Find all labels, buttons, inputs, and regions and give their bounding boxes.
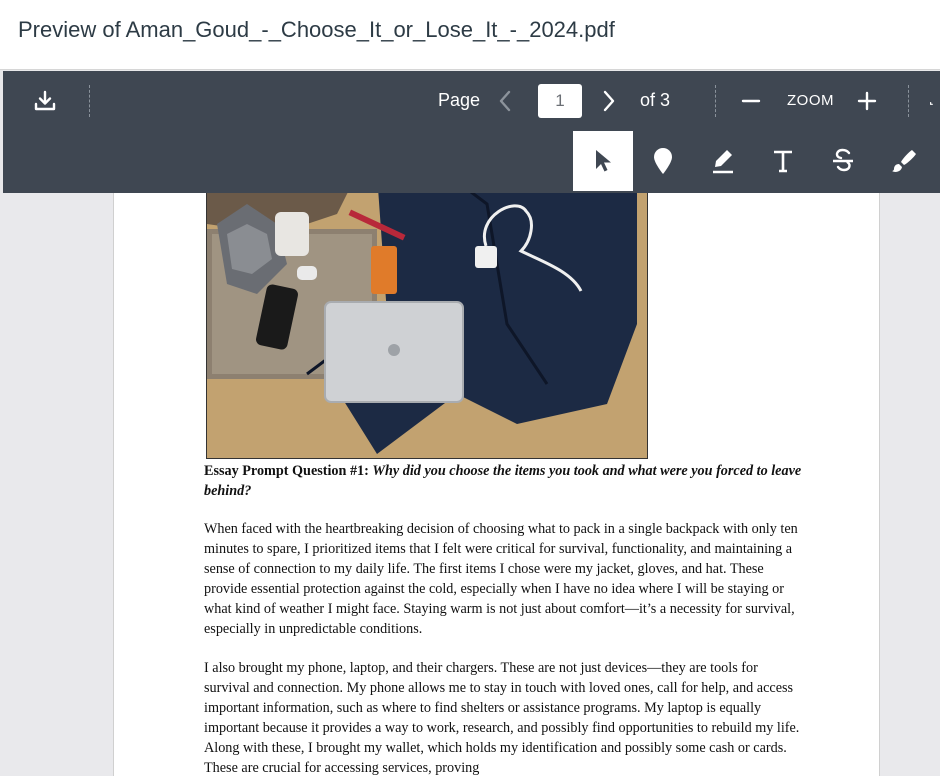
highlight-tool[interactable]	[693, 131, 753, 191]
strikethrough-icon	[830, 147, 856, 175]
question-label: Essay Prompt Question #1:	[204, 463, 369, 479]
pdf-toolbar	[3, 71, 940, 193]
navigation-row	[3, 71, 940, 131]
page-label: Page	[438, 90, 481, 110]
toolbar-divider	[89, 85, 90, 117]
text-tool[interactable]	[753, 131, 813, 191]
essay-photo	[206, 193, 648, 459]
toolbar-divider	[715, 85, 716, 117]
zoom-in-icon[interactable]	[855, 89, 879, 113]
annotation-tools-row	[3, 131, 940, 193]
freedraw-tool[interactable]	[873, 131, 933, 191]
pointer-tool[interactable]	[573, 131, 633, 191]
map-pin-icon	[651, 146, 675, 176]
point-annotation-tool[interactable]	[633, 131, 693, 191]
question-text: Why did you choose the items you took and what were you forced to leave behind?	[204, 463, 802, 499]
download-icon[interactable]	[31, 87, 59, 115]
page-total: of 3	[640, 90, 671, 110]
title-bar	[0, 0, 940, 70]
next-page-icon[interactable]	[597, 87, 621, 115]
pdf-page	[113, 193, 880, 776]
zoom-out-icon[interactable]	[739, 89, 763, 113]
page-number-input[interactable]	[538, 84, 582, 118]
highlighter-icon	[710, 147, 736, 175]
zoom-label: ZOOM	[787, 92, 834, 109]
paintbrush-icon	[890, 148, 916, 174]
cursor-arrow-icon	[592, 148, 614, 174]
essay-paragraph-1	[204, 519, 804, 639]
essay-paragraph-2	[204, 658, 804, 776]
strikeout-tool[interactable]	[813, 131, 873, 191]
window-title: Preview of Aman_Goud_-_Choose_It_or_Lose_It_-_2024.pdf	[18, 17, 615, 42]
fullscreen-icon[interactable]	[929, 89, 940, 113]
document-viewer[interactable]	[0, 193, 940, 776]
text-icon	[772, 149, 794, 173]
paragraph-text: When faced with the heartbreaking decision of choosing what to pack in a single backpack with only ten minutes to spare, I prioritized items that I felt were critical for survival, functionality, and maintaining a sense of connection to my daily life. The first items I chose were my jacket, gloves, and hat. These provide essential protection against the cold, especially when I have no idea where I will be staying or what kind of weather I might face. Staying warm is not just about comfort—it’s a necessity for survival, especially in unpredictable conditions.	[204, 521, 798, 637]
toolbar-divider	[908, 85, 909, 117]
essay-question	[204, 461, 804, 501]
prev-page-icon[interactable]	[493, 87, 517, 115]
paragraph-text: I also brought my phone, laptop, and their chargers. These are not just devices—they are tools for survival and connection. My phone allows me to stay in touch with loved ones, call for help, and access important information, such as where to find shelters or assistance programs. My laptop is equally important because it provides a way to work, research, and possibly find opportunities to rebuild my life. Along with these, I brought my wallet, which holds my identification and possibly some cash or cards. These are crucial for accessing services, proving	[204, 660, 800, 776]
